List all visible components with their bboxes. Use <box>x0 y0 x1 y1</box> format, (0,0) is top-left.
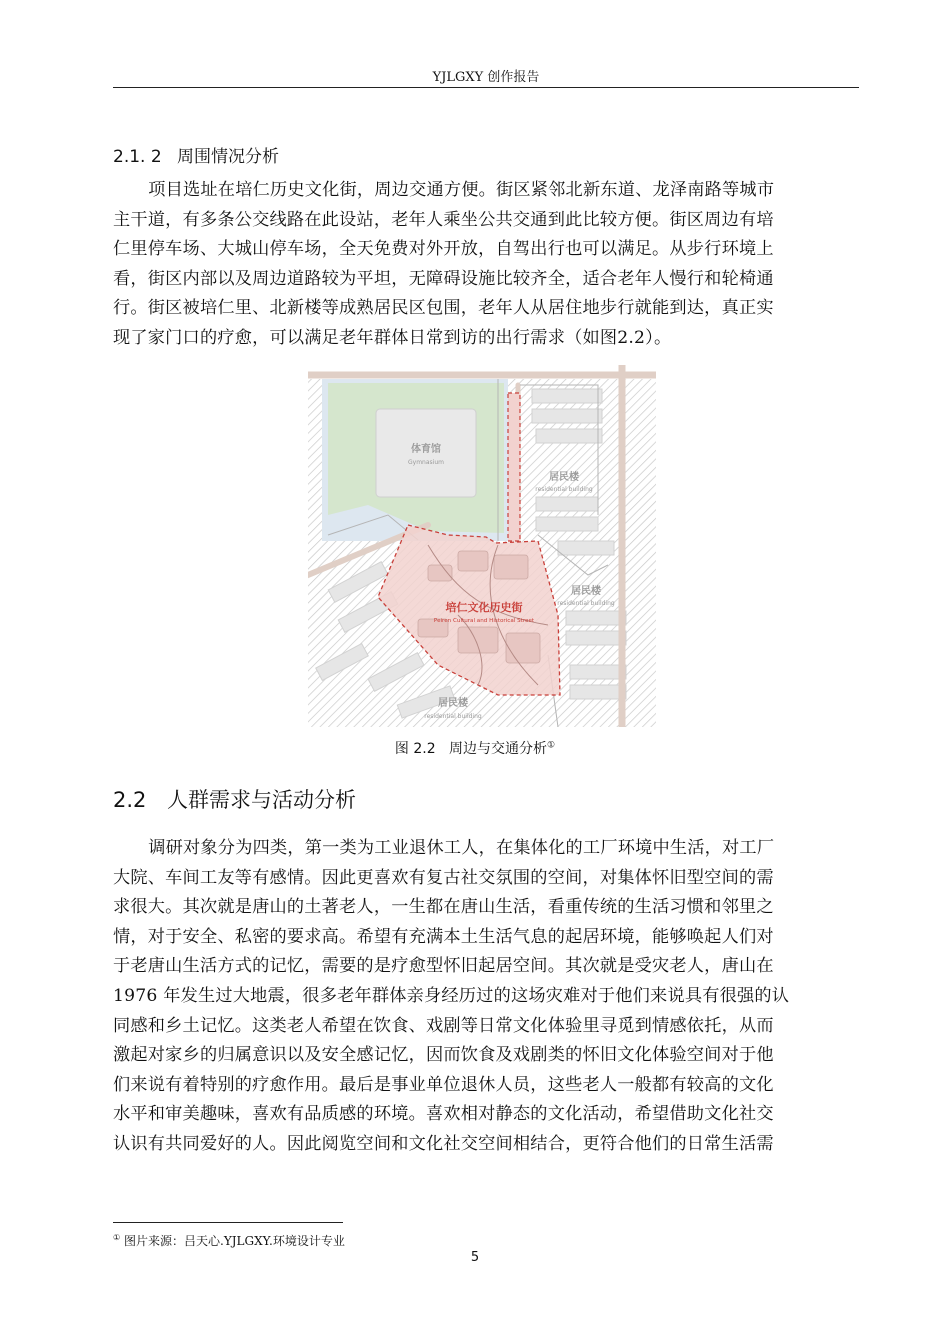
header-rule <box>113 87 859 88</box>
section-title: 人群需求与活动分析 <box>167 788 356 812</box>
caption-number: 图 2.2 <box>394 741 436 757</box>
site-map-svg <box>308 365 656 727</box>
footnote-marker: ① <box>113 1233 121 1242</box>
caption-title: 周边与交通分析 <box>449 741 547 757</box>
paragraph-line: 1976 年发生过大地震，很多老年群体亲身经历过的这场灾难对于他们来说具有很强的认 <box>113 985 790 1006</box>
north-access-lane <box>508 393 520 541</box>
residential-label-2-cn: 居民楼 <box>571 586 601 597</box>
paragraph-line: 们来说有着特别的疗愈作用。最后是事业单位退休人员，这些老人一般都有较高的文化 <box>113 1074 774 1095</box>
paragraph-line: 大院、车间工友等有感情。因此更喜欢有复古社交氛围的空间，对集体怀旧型空间的需 <box>113 867 774 888</box>
paragraph-crowd-needs <box>113 834 859 1160</box>
street-label-cn: 培仁文化历史街 <box>445 601 523 614</box>
paragraph-line: 情，对于安全、私密的要求高。希望有充满本土生活气息的起居环境，能够唤起人们对 <box>113 926 774 947</box>
caption-footnote-marker: ① <box>547 740 556 751</box>
page-number: 5 <box>470 1250 480 1265</box>
paragraph-line: 行。街区被培仁里、北新楼等成熟居民区包围，老年人从居住地步行就能到达，真正实 <box>113 298 774 319</box>
paragraph-line: 看，街区内部以及周边道路较为平坦，无障碍设施比较齐全，适合老年人慢行和轮椅通 <box>113 268 774 289</box>
street-label-en: Peiren Cultural and Historical Street <box>433 618 535 624</box>
section-number: 2.1. 2 <box>113 147 162 167</box>
running-header: YJLGXY 创作报告 <box>432 70 540 85</box>
residential-label-3-cn: 居民楼 <box>438 698 468 709</box>
paragraph-line: 求很大。其次就是唐山的土著老人，一生都在唐山生活，看重传统的生活习惯和邻里之 <box>113 897 774 918</box>
paragraph-line: 主干道，有多条公交线路在此设站，老年人乘坐公共交通到此比较方便。街区周边有培 <box>113 209 774 230</box>
paragraph-surroundings <box>113 176 859 354</box>
paragraph-line: 激起对家乡的归属意识以及安全感记忆，因而饮食及戏剧类的怀旧文化体验空间对于他 <box>113 1045 774 1066</box>
site-traffic-map <box>308 365 656 727</box>
section-heading-2-2 <box>113 784 356 814</box>
residential-label-3-en: residential building <box>424 713 482 720</box>
residential-label-1-cn: 居民楼 <box>549 472 579 483</box>
section-number: 2.2 <box>113 788 147 812</box>
residential-label-2-en: residential building <box>557 600 615 607</box>
paragraph-line: 于老唐山生活方式的记忆，需要的是疗愈型怀旧起居空间。其次就是受灾老人，唐山在 <box>113 956 774 977</box>
gym-label-en: Gymnasium <box>408 459 444 466</box>
footnote-text: 图片来源：吕天心.YJLGXY.环境设计专业 <box>124 1234 345 1248</box>
section-heading-2-1-2 <box>113 142 279 167</box>
paragraph-line: 仁里停车场、大城山停车场，全天免费对外开放，自驾出行也可以满足。从步行环境上 <box>113 239 774 260</box>
residential-label-1-en: residential building <box>535 486 593 493</box>
paragraph-line: 认识有共同爱好的人。因此阅览空间和文化社交空间相结合，更符合他们的日常生活需 <box>113 1133 774 1154</box>
paragraph-line: 项目选址在培仁历史文化街，周边交通方便。街区紧邻北新东道、龙泽南路等城市 <box>148 180 775 200</box>
section-title: 周围情况分析 <box>177 147 279 167</box>
gym-label-cn: 体育馆 <box>411 444 441 455</box>
footnote-rule <box>113 1222 343 1223</box>
paragraph-line: 水平和审美趣味，喜欢有品质感的环境。喜欢相对静态的文化活动，希望借助文化社交 <box>113 1104 774 1125</box>
footnote <box>113 1232 345 1249</box>
figure-caption <box>0 738 950 758</box>
paragraph-line: 现了家门口的疗愈，可以满足老年群体日常到访的出行需求（如图2.2）。 <box>113 327 672 348</box>
paragraph-line: 同感和乡土记忆。这类老人希望在饮食、戏剧等日常文化体验里寻觅到情感依托，从而 <box>113 1015 774 1036</box>
paragraph-line: 调研对象分为四类，第一类为工业退休工人，在集体化的工厂环境中生活，对工厂 <box>148 838 775 858</box>
